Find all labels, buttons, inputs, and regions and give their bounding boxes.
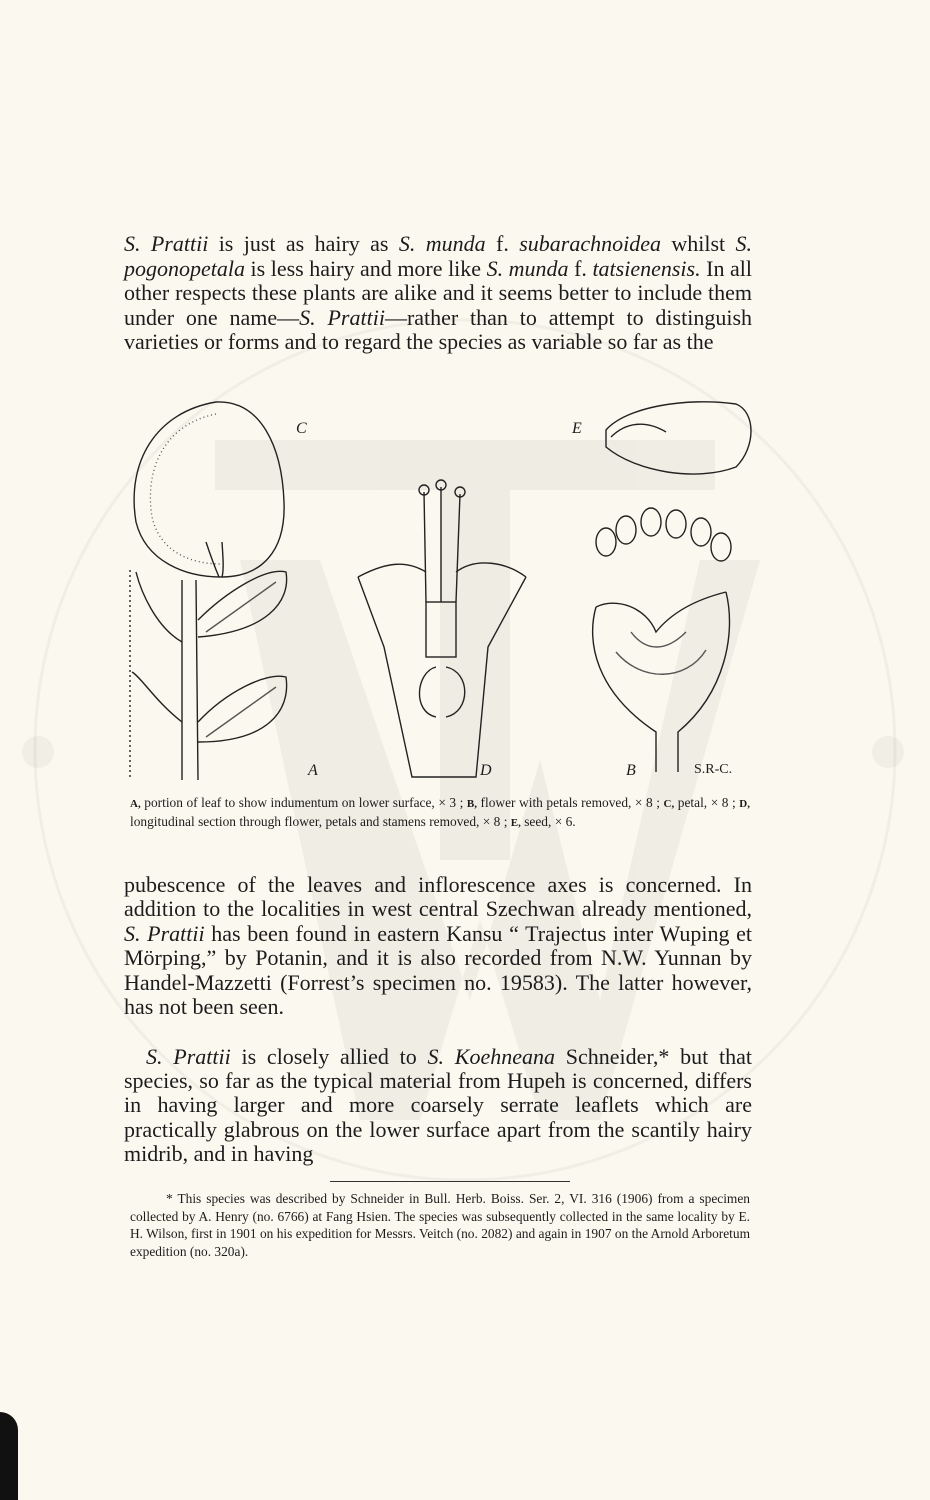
- section-drawing-d: [358, 480, 526, 777]
- leaf-drawing-a: [130, 570, 287, 780]
- text-run: f.: [485, 231, 520, 256]
- species-name: S. Prattii: [124, 231, 209, 256]
- footnote-rule: [330, 1181, 570, 1182]
- seed-drawing-e: [606, 402, 751, 474]
- flower-drawing-b: [593, 508, 731, 772]
- species-name: S. Koehneana: [427, 1044, 556, 1069]
- text-run: f.: [568, 255, 593, 281]
- paragraph-intro: [124, 232, 752, 355]
- species-name: S. munda: [486, 255, 569, 281]
- text-run: has been found in eastern Kansu “ Trajectus inter Wuping et Mörping,” by Potanin, and it is also recorded from N.W. Yunnan by Handel-Mazzetti (Forrest’s specimen no. 19583). The latter however, has not been seen.: [124, 920, 753, 1020]
- caption-text: portion of leaf to show indumentum on lower surface, × 3 ;: [140, 795, 467, 810]
- caption-text: petal, × 8 ;: [674, 795, 740, 810]
- form-name: subarachnoidea: [519, 231, 661, 256]
- caption-key: B,: [466, 798, 478, 810]
- petal-drawing-c: [134, 402, 284, 577]
- caption-text: flower with petals removed, × 8 ;: [477, 795, 664, 810]
- species-name: S. pogonopetala: [124, 231, 753, 281]
- scan-edge-mark: [0, 1412, 18, 1500]
- species-name: S. Prattii: [146, 1044, 231, 1069]
- paragraph-distribution: [124, 873, 752, 1019]
- text-run: is closely allied to: [230, 1044, 428, 1069]
- text-run: In all other respects these plants are alike and it seems better to include them under one name—: [124, 255, 752, 330]
- text-run: is less hairy and more like: [245, 255, 487, 281]
- caption-key: E,: [510, 817, 521, 829]
- text-run: pubescence of the leaves and inflorescence axes is concerned. In addition to the localities in west central Szechwan already mentioned,: [124, 872, 752, 922]
- species-name: S. Prattii: [124, 920, 205, 946]
- footnote: * This species was described by Schneider in Bull. Herb. Boiss. Ser. 2, VI. 316 (1906) from a specimen collected by A. Henry (no. 6766) at Fang Hsien. The species was subsequently collected in the same locality by E. H. Wilson, first in 1901 on his expedition for Messrs. Veitch (no. 2082) and again in 1907 on the Arnold Arboretum expedition (no. 320a).: [130, 1191, 750, 1259]
- caption-key: C,: [663, 798, 675, 810]
- species-name: S. Prattii: [299, 304, 385, 330]
- text-run: whilst: [660, 231, 736, 256]
- illustration-drawing: [126, 392, 762, 786]
- figure-label-b: B: [626, 762, 636, 779]
- illustrator-signature: S.R-C.: [694, 762, 733, 777]
- text-run: is just as hairy as: [208, 231, 399, 256]
- text-run: —rather than to attempt to distinguish varieties or forms and to regard the species as variable so far as the: [124, 304, 753, 355]
- text-run: Schneider,* but that species, so far as the typical material from Hupeh is concerned, differs in having larger and more coarsely serrate leaflets which are practically glabrous on the lower surface apart from the scantily hairy midrib, and in having: [124, 1044, 753, 1166]
- figure-label-a: A: [308, 762, 318, 779]
- caption-key: D,: [739, 798, 750, 810]
- figure-label-e: E: [572, 420, 582, 437]
- paragraph-comparison: [124, 1045, 752, 1166]
- figure-label-d: D: [480, 762, 492, 779]
- species-name: S. munda: [398, 231, 486, 256]
- figure-label-c: C: [296, 420, 307, 437]
- figure-caption: [130, 794, 750, 832]
- caption-text: longitudinal section through flower, petals and stamens removed, × 8 ;: [130, 814, 511, 829]
- caption-key: A,: [130, 798, 141, 810]
- botanical-illustration: [126, 392, 762, 786]
- form-name: tatsienensis.: [592, 255, 701, 281]
- caption-text: seed, × 6.: [520, 814, 576, 829]
